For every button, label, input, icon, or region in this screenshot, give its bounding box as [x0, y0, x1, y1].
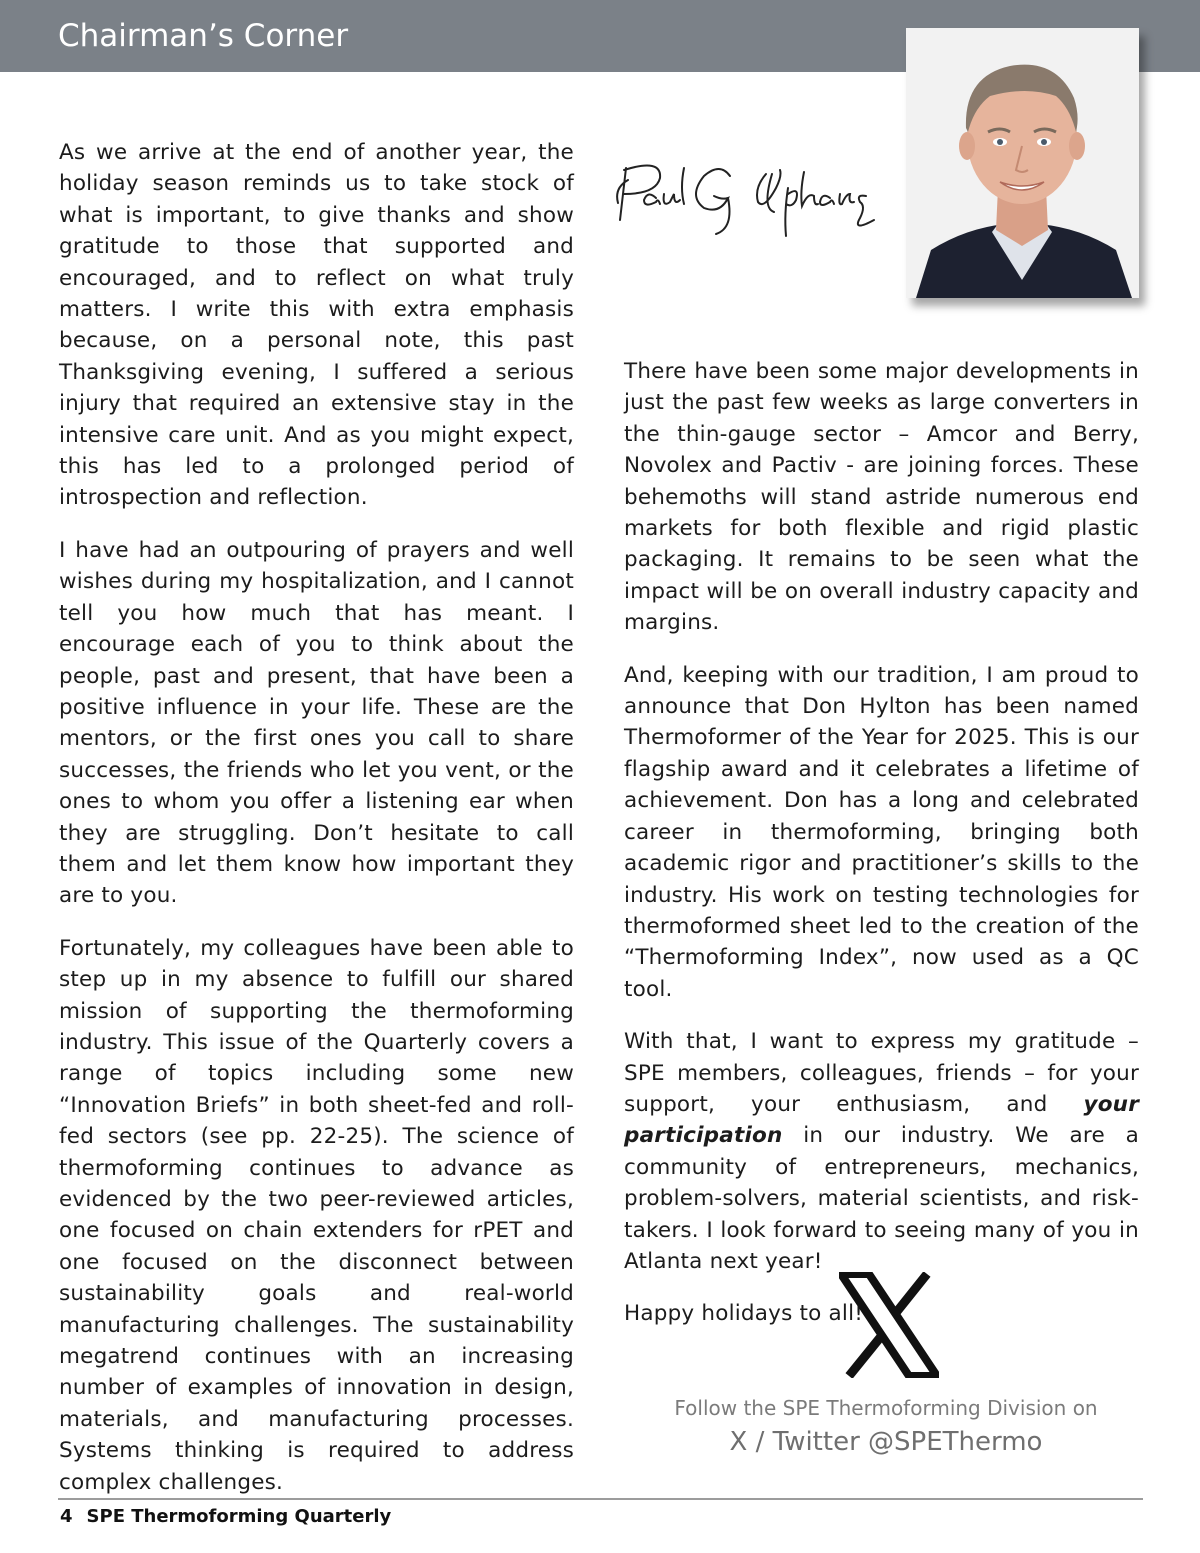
right-column: [624, 356, 1139, 1351]
paragraph: Fortunately, my colleagues have been able to step up in my absence to fulfill our shared mission of supporting the thermoforming industry. This issue of the Quarterly covers a range of topics including some new “Innovation Briefs” in both sheet-fed and roll-fed sectors (see pp. 22-25). The science of thermoforming continues to advance as evidenced by the two peer-reviewed articles, one focused on chain extenders for rPET and one focused on the disconnect between sustainability goals and real-world manufacturing challenges. The sustainability megatrend continues with an increasing number of examples of innovation in design, materials, and manufacturing processes. Systems thinking is required to address complex challenges.: [59, 935, 574, 1495]
text-run: With that, I want to express my gratitude – SPE members, colleagues, friends – for your support, your enthusiasm, and: [624, 1029, 1139, 1117]
paragraph: As we arrive at the end of another year, the holiday season reminds us to take stock of what is important, to give thanks and show gratitude to those that supported and encouraged, and to reflect on what truly matters. I write this with extra emphasis because, on a personal note, this past Thanksgiving evening, I suffered a serious injury that required an extensive stay in the intensive care unit. And as you might expect, this has led to a prolonged period of introspection and reflection.: [59, 140, 574, 511]
author-photo: [906, 28, 1139, 298]
closing-line: Happy holidays to all!: [624, 1301, 864, 1327]
x-logo-icon: [839, 1272, 939, 1378]
left-column: [59, 137, 574, 1519]
text-run: in our industry. We are a community of entrepreneurs, mechanics, problem-solvers, material scientists, and risk-takers. I look forward to seeing many of you in Atlanta next year!: [624, 1123, 1139, 1274]
page-title: Chairman’s Corner: [58, 18, 349, 54]
footer-divider: [58, 1498, 1143, 1500]
publication-name: SPE Thermoforming Quarterly: [86, 1506, 392, 1527]
paragraph: There have been some major developments in just the past few weeks as large converters in the thin-gauge sector – Amcor and Berry, Novolex and Pactiv - are joining forces. These behemoths will stand astride numerous end markets for both flexible and rigid plastic packaging. It remains to be seen what the impact will be on overall industry capacity and margins.: [624, 359, 1139, 636]
signature-image: [604, 148, 894, 248]
paragraph: I have had an outpouring of prayers and well wishes during my hospitalization, and I cannot tell you how much that has meant. I encourage each of you to think about the people, past and present, that have been a positive influence in your life. These are the mentors, or the first ones you call to share successes, the friends who let you vent, or the ones to whom you offer a listening ear when they are struggling. Don’t hesitate to call them and let them know how important they are to you.: [59, 537, 574, 909]
page-number: 4: [60, 1506, 73, 1527]
emphasis-text: your participation: [624, 1091, 1139, 1149]
footer: [60, 1506, 391, 1527]
signature-text: Paul G Uphaus: [604, 247, 612, 248]
twitter-handle: X / Twitter @SPEThermo: [729, 1427, 1043, 1457]
portrait-image: [906, 28, 1139, 298]
paragraph: And, keeping with our tradition, I am proud to announce that Don Hylton has been named Thermoformer of the Year for 2025. This is our flagship award and it celebrates a lifetime of achievement. Don has a long and celebrated career in thermoforming, bringing both academic rigor and practitioner’s skills to the industry. His work on testing technologies for thermoformed sheet led to the creation of the “Thermoforming Index”, now used as a QC tool.: [624, 662, 1139, 1002]
follow-text: Follow the SPE Thermoforming Division on: [674, 1396, 1098, 1420]
gratitude-paragraph: [624, 1026, 1139, 1277]
